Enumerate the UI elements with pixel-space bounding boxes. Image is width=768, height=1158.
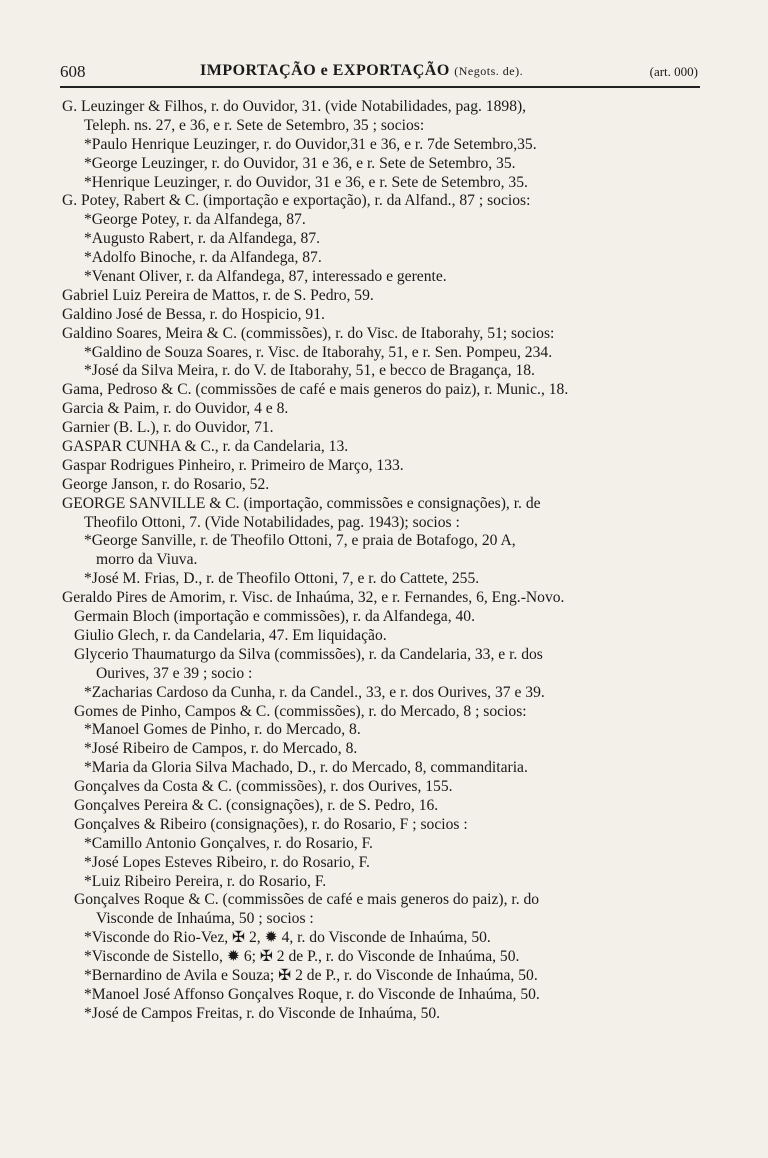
directory-entry-line: Ourives, 37 e 39 ; socio : [96,664,253,682]
directory-entry-line: GASPAR CUNHA & C., r. da Candelaria, 13. [62,438,349,456]
directory-entry-line: *George Potey, r. da Alfandega, 87. [84,211,306,229]
directory-entry-line: *José Lopes Esteves Ribeiro, r. do Rosario, F. [84,853,370,871]
directory-entry-line: Garcia & Paim, r. do Ouvidor, 4 e 8. [62,400,289,418]
directory-entry-line: Visconde de Inhaúma, 50 ; socios : [96,910,314,928]
directory-entry-line: *Camillo Antonio Gonçalves, r. do Rosario, F. [84,834,373,852]
directory-entry-line: *Henrique Leuzinger, r. do Ouvidor, 31 e 36, e r. Sete de Setembro, 35. [84,173,528,191]
directory-entry-line: *Manoel José Affonso Gonçalves Roque, r. do Visconde de Inhaúma, 50. [84,985,540,1003]
directory-entry-line: Gonçalves Pereira & C. (consignações), r. de S. Pedro, 16. [74,796,439,814]
directory-entry-line: *Visconde do Rio-Vez, ✠ 2, ✹ 4, r. do Visconde de Inhaúma, 50. [84,929,491,947]
article-ref: (art. 000) [649,64,698,79]
directory-entry-line: Geraldo Pires de Amorim, r. Visc. de Inhaúma, 32, e r. Fernandes, 6, Eng.-Novo. [62,589,565,607]
directory-entry-line: Garnier (B. L.), r. do Ouvidor, 71. [62,419,274,437]
directory-entry-line: George Janson, r. do Rosario, 52. [62,475,270,493]
directory-entry-line: *José M. Frias, D., r. de Theofilo Ottoni, 7, e r. do Cattete, 255. [84,570,480,588]
page-number: 608 [60,62,86,81]
directory-entry-line: Theofilo Ottoni, 7. (Vide Notabilidades, pag. 1943); socios : [84,513,460,531]
directory-entry-line: morro da Viuva. [96,551,198,569]
directory-entry-line: Giulio Glech, r. da Candelaria, 47. Em liquidação. [74,626,387,644]
directory-entry-line: Gonçalves Roque & C. (commissões de café e mais generos do paiz), r. do [74,891,540,909]
page-header [60,60,700,88]
directory-entry-line: *George Sanville, r. de Theofilo Ottoni, 7, e praia de Botafogo, 20 A, [84,532,516,550]
directory-entry-line: *Zacharias Cardoso da Cunha, r. da Candel., 33, e r. dos Ourives, 37 e 39. [84,683,545,701]
directory-entry-line: G. Leuzinger & Filhos, r. do Ouvidor, 31. (vide Notabilidades, pag. 1898), [62,98,527,115]
directory-entry-line: Gomes de Pinho, Campos & C. (commissões), r. do Mercado, 8 ; socios: [74,702,527,720]
running-title-sub: (Negots. de). [454,64,524,78]
running-title-main: IMPORTAÇÃO e EXPORTAÇÃO [200,62,450,79]
directory-entry-line: *Manoel Gomes de Pinho, r. do Mercado, 8. [84,721,361,739]
directory-entry-line: *Visconde de Sistello, ✹ 6; ✠ 2 de P., r. do Visconde de Inhaúma, 50. [84,948,520,966]
directory-entry-line: *George Leuzinger, r. do Ouvidor, 31 e 36, e r. Sete de Setembro, 35. [84,154,516,172]
directory-entry-line: GEORGE SANVILLE & C. (importação, commissões e consignações), r. de [62,494,541,512]
directory-entry-line: *Augusto Rabert, r. da Alfandega, 87. [84,230,321,248]
directory-entry-line: Gama, Pedroso & C. (commissões de café e mais generos do paiz), r. Munic., 18. [62,381,569,399]
directory-entry-line: *Maria da Gloria Silva Machado, D., r. do Mercado, 8, commanditaria. [84,759,528,777]
directory-entry-line: Gabriel Luiz Pereira de Mattos, r. de S. Pedro, 59. [62,286,374,304]
directory-entry-line: *Luiz Ribeiro Pereira, r. do Rosario, F. [84,872,327,890]
directory-entry-line: G. Potey, Rabert & C. (importação e exportação), r. da Alfand., 87 ; socios: [62,192,531,210]
directory-entry-line: *Adolfo Binoche, r. da Alfandega, 87. [84,249,322,267]
directory-entry-line: Gonçalves da Costa & C. (commissões), r. dos Ourives, 155. [74,778,453,796]
directory-entry-line: Galdino Soares, Meira & C. (commissões), r. do Visc. de Itaborahy, 51; socios: [62,324,555,342]
running-title [200,62,523,80]
directory-entry-line: *Venant Oliver, r. da Alfandega, 87, interessado e gerente. [84,268,447,286]
directory-listing [62,98,700,1024]
directory-entry-line: *José de Campos Freitas, r. do Visconde de Inhaúma, 50. [84,1004,441,1022]
directory-entry-line: Gonçalves & Ribeiro (consignações), r. do Rosario, F ; socios : [74,815,468,833]
directory-entry-line: *Galdino de Souza Soares, r. Visc. de Itaborahy, 51, e r. Sen. Pompeu, 234. [84,343,553,361]
directory-entry-line: Glycerio Thaumaturgo da Silva (commissões), r. da Candelaria, 33, e r. dos [74,645,543,663]
directory-entry-line: Teleph. ns. 27, e 36, e r. Sete de Setembro, 35 ; socios: [84,116,425,134]
directory-entry-line: *Paulo Henrique Leuzinger, r. do Ouvidor,31 e 36, e r. 7de Setembro,35. [84,135,537,153]
directory-entry-line: Germain Bloch (importação e commissões), r. da Alfandega, 40. [74,608,475,626]
directory-entry-line: *Bernardino de Avila e Souza; ✠ 2 de P., r. do Visconde de Inhaúma, 50. [84,966,538,984]
directory-entry-line: *José da Silva Meira, r. do V. de Itaborahy, 51, e becco de Bragança, 18. [84,362,535,380]
directory-entry-line: *José Ribeiro de Campos, r. do Mercado, 8. [84,740,358,758]
directory-entry-line: Galdino José de Bessa, r. do Hospicio, 91. [62,305,325,323]
directory-entry-line: Gaspar Rodrigues Pinheiro, r. Primeiro de Março, 133. [62,456,404,474]
